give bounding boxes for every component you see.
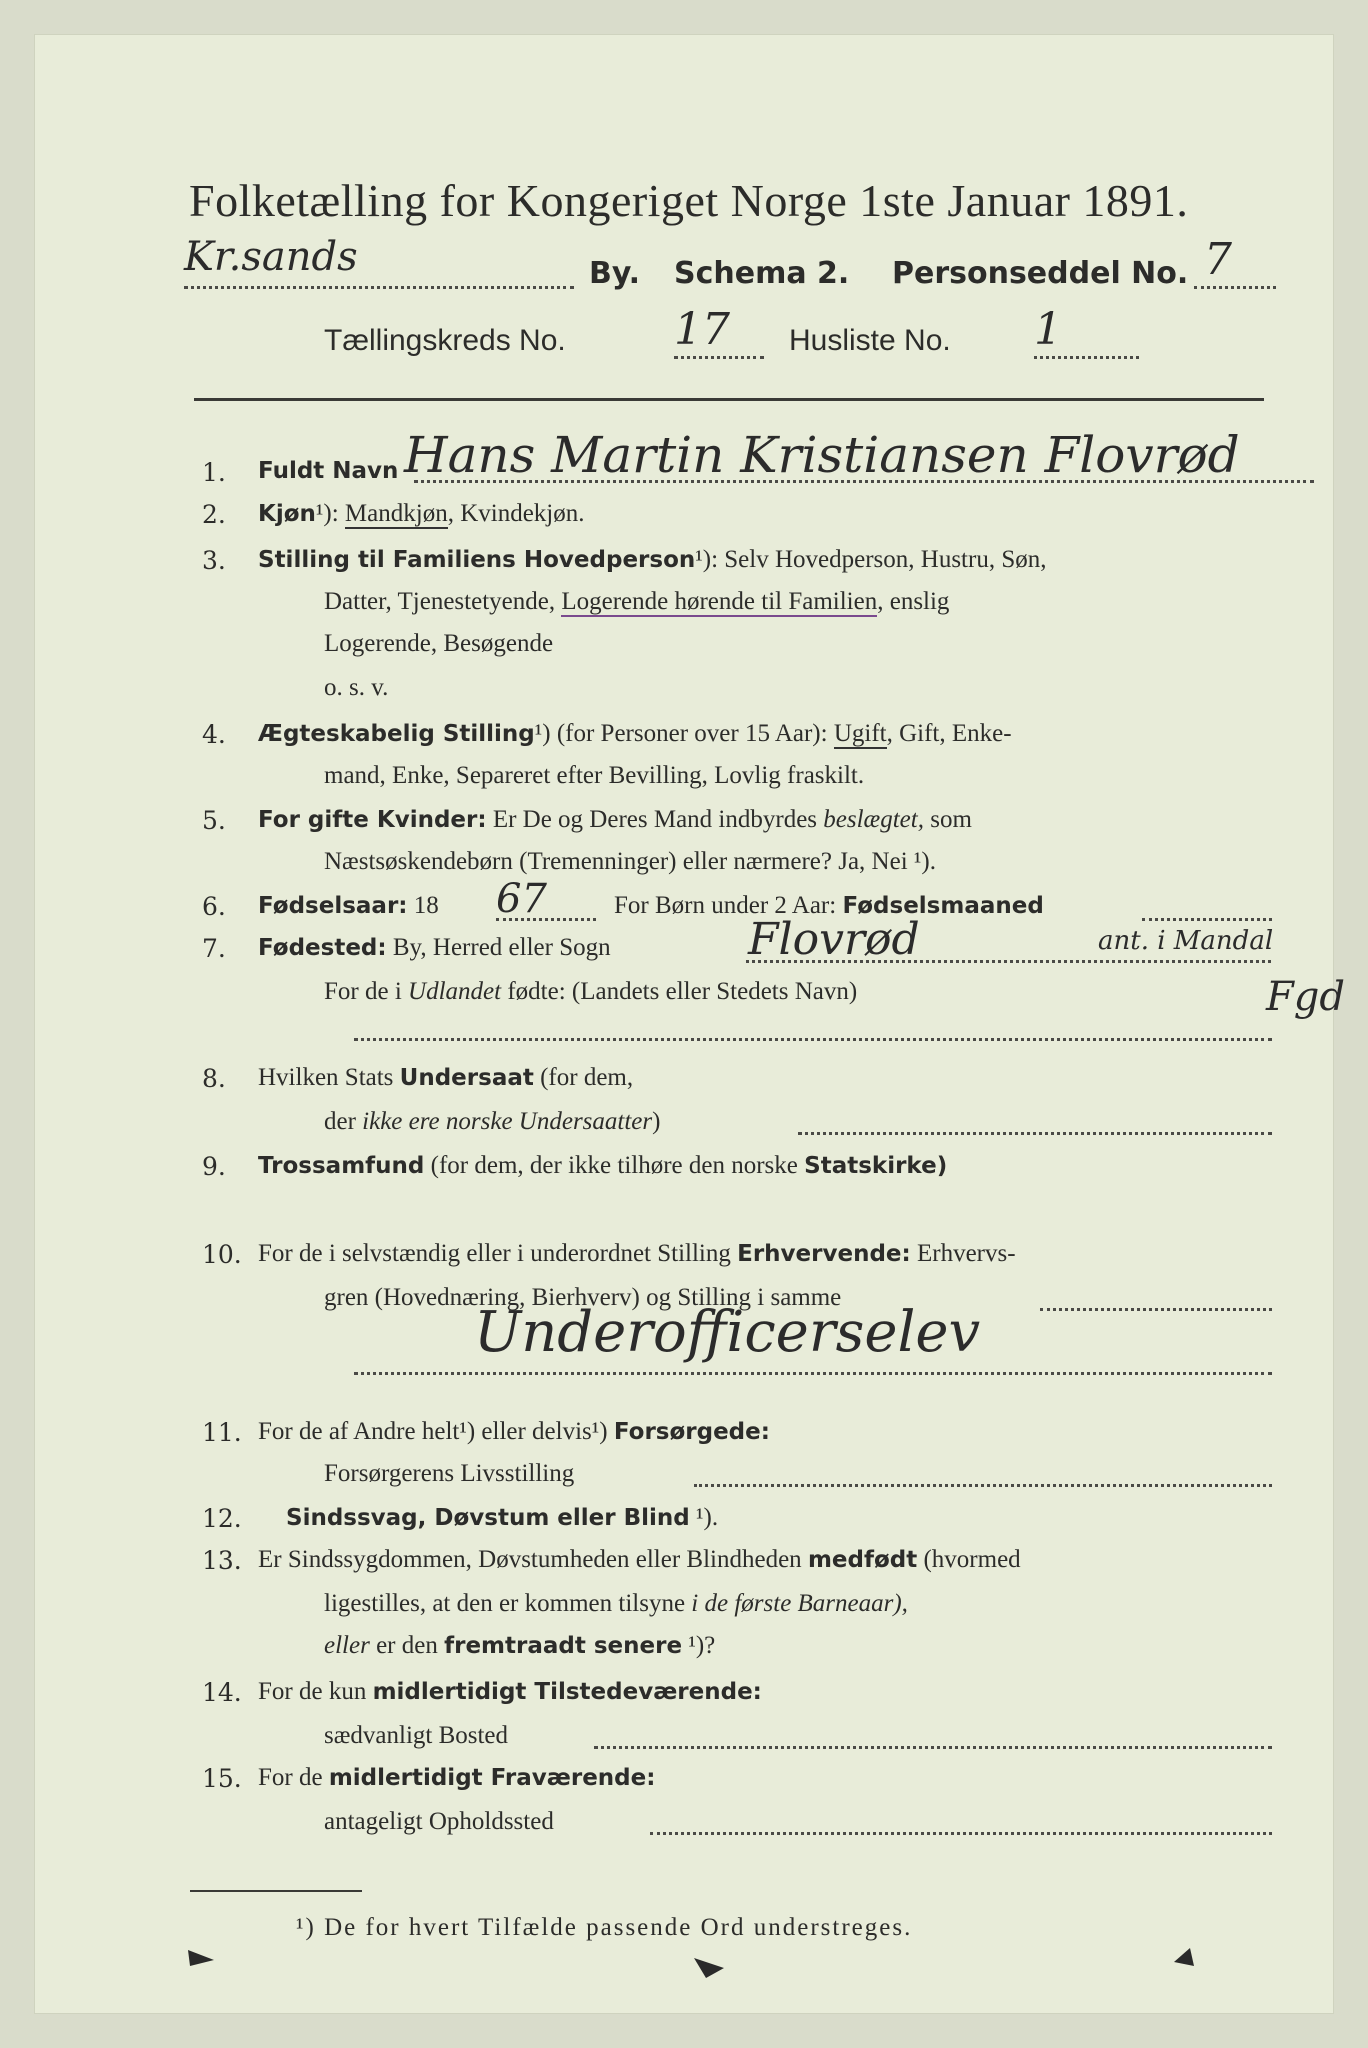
q14-line2: sædvanligt Bosted [324, 1722, 509, 1749]
q14-line1a: For de kun [258, 1678, 373, 1705]
item-number-6: 6. [202, 892, 226, 921]
q5-rest-a: Er De og Deres Mand indbyrdes [486, 806, 824, 833]
q3-options-2a: Datter, Tjenestetyende, [324, 588, 562, 615]
item-number-7: 7. [202, 934, 226, 963]
item-number-14: 14. [202, 1678, 242, 1707]
q12-sup: ¹). [689, 1504, 719, 1531]
q11-forsorgede: Forsørgede: [613, 1419, 770, 1445]
registration-mark-right [1170, 1944, 1210, 1974]
q3-options-2c: , enslig [877, 588, 950, 615]
q11-line1a: For de af Andre helt¹) eller delvis¹) [258, 1418, 614, 1445]
q5-beslaegtet: beslægtet, [823, 806, 924, 833]
q10-erhvervende: Erhvervende: [737, 1241, 911, 1267]
q7-line2b: fødte: (Landets eller Stedets Navn) [501, 978, 858, 1005]
q5-label: For gifte Kvinder: [258, 807, 487, 833]
q6-birth-year-handwriting: 67 [496, 876, 547, 922]
q10-dotline-2 [354, 1372, 1272, 1375]
item-number-12: 12. [202, 1504, 242, 1533]
q13-line3a: er den [369, 1632, 445, 1659]
q4-line2: mand, Enke, Separeret efter Bevilling, Lovlig fraskilt. [324, 762, 865, 789]
item-number-10: 10. [202, 1240, 242, 1269]
town-dotline [184, 286, 574, 289]
q8-dotline [798, 1132, 1272, 1135]
q13-line1a: Er Sindssygdommen, Døvstumheden eller Blindheden [258, 1546, 808, 1573]
q4-option-ugift: Ugift [833, 720, 887, 747]
q9-rest: (for dem, der ikke tilhøre den norske [424, 1152, 805, 1179]
q6-maaned-dotline [1142, 918, 1272, 921]
q15-bold: midlertidigt Fraværende: [328, 1765, 656, 1791]
q3-line1 [258, 546, 1047, 574]
q2-sup: ¹): [315, 500, 345, 527]
q13-line2a: ligestilles, at den er kommen tilsyne [324, 1590, 692, 1617]
q5-line1 [258, 806, 972, 834]
q6-year-prefix: 18 [407, 892, 439, 919]
kreds-dotline [674, 356, 764, 359]
registration-mark-center [690, 1954, 730, 1984]
q5-rest-b: som [923, 806, 972, 833]
q13-line2-italic: i de første Barneaar), [691, 1590, 908, 1617]
q9-line [258, 1152, 947, 1180]
by-label: By. [589, 256, 641, 291]
q15-line1a: For de [258, 1764, 329, 1791]
q7-line1 [258, 934, 611, 962]
registration-mark-left [184, 1944, 224, 1974]
q6-maaned-label: Fødselsmaaned [842, 893, 1044, 919]
q7-line2 [324, 978, 857, 1006]
q4-rest-a: ¹) (for Personer over 15 Aar): [534, 720, 834, 747]
footnote: ¹) De for hvert Tilfælde passende Ord understreges. [296, 1914, 913, 1941]
q3-label: Stilling til Familiens Hovedperson [258, 547, 696, 573]
item-number-11: 11. [202, 1418, 242, 1447]
q8-line1 [258, 1064, 633, 1092]
q15-line2: antageligt Opholdssted [324, 1808, 554, 1835]
q14-line1 [258, 1678, 762, 1706]
item-number-1: 1. [202, 458, 226, 487]
q8-line1b: (for dem, [533, 1064, 634, 1091]
q1-full-name-handwriting: Hans Martin Kristiansen Flovrød [404, 426, 1240, 484]
q8-line2-italic: ikke ere norske Undersaatter [362, 1108, 653, 1135]
q3-option-logerende-familien: Logerende hørende til Familien [561, 588, 878, 615]
q13-line3 [324, 1632, 715, 1660]
q6-rest: For Børn under 2 Aar: [614, 892, 843, 919]
q8-line2a: der [324, 1108, 363, 1135]
q10-line2: gren (Hovednæring, Bierhverv) og Stilling i samme [324, 1284, 842, 1311]
husliste-label: Husliste No. [789, 324, 951, 357]
q2-label: Kjøn [258, 501, 316, 527]
q7-line2a: For de i [324, 978, 409, 1005]
q8-undersaat: Undersaat [399, 1065, 534, 1091]
personseddel-label: Personseddel No. [892, 256, 1189, 291]
personseddel-number-handwriting: 7 [1204, 234, 1232, 285]
q13-line2 [324, 1590, 908, 1618]
q6-year-dotline [496, 918, 596, 921]
form-title: Folketælling for Kongeriget Norge 1ste Januar 1891. [189, 175, 1189, 226]
q13-line1b: (hvormed [917, 1546, 1021, 1573]
q2-option-kvindekjon: , Kvindekjøn. [447, 500, 585, 527]
q10-line1 [258, 1240, 1016, 1268]
item-number-4: 4. [202, 720, 226, 749]
q8-line2b: ) [652, 1108, 661, 1135]
q11-line1 [258, 1418, 770, 1446]
q6-line [258, 892, 439, 920]
q12-label: Sindssvag, Døvstum eller Blind [286, 1505, 690, 1531]
q7-margin-note-handwriting: Fgd [1266, 974, 1345, 1020]
q4-rest-b: , Gift, Enke- [886, 720, 1012, 747]
q1-label: Fuldt Navn [258, 458, 399, 484]
q8-line2 [324, 1108, 660, 1136]
schema-label: Schema 2. [674, 256, 850, 291]
item-number-5: 5. [202, 806, 226, 835]
q7-rest: By, Herred eller Sogn [386, 934, 611, 961]
q15-line1 [258, 1764, 655, 1792]
q5-line2: Næstsøskendebørn (Tremenninger) eller nærmere? Ja, Nei ¹). [324, 848, 936, 875]
q7-dotline [746, 960, 1271, 963]
town-handwriting: Kr.sands [184, 234, 358, 280]
q7-label: Fødested: [258, 935, 387, 961]
q4-label: Ægteskabelig Stilling [258, 721, 535, 747]
item-number-8: 8. [202, 1064, 226, 1093]
q8-line1a: Hvilken Stats [258, 1064, 400, 1091]
q11-line2: Forsørgerens Livsstilling [324, 1460, 575, 1487]
q13-medfodt: medfødt [807, 1547, 918, 1573]
q6-label: Fødselsaar: [258, 893, 408, 919]
q3-line2 [324, 588, 949, 616]
footnote-rule [190, 1890, 362, 1892]
q2-option-mandkjon: Mandkjøn [344, 500, 448, 527]
q15-dotline [650, 1832, 1272, 1835]
q7-birthplace-note-handwriting: ant. i Mandal [1098, 926, 1274, 956]
item-number-9: 9. [202, 1152, 226, 1181]
q14-dotline [594, 1746, 1272, 1749]
q14-bold: midlertidigt Tilstedeværende: [372, 1679, 762, 1705]
husliste-number-handwriting: 1 [1034, 304, 1062, 355]
item-number-2: 2. [202, 500, 226, 529]
item-number-3: 3. [202, 546, 226, 575]
q9-statskirke: Statskirke) [804, 1153, 948, 1179]
header-rule [194, 398, 1264, 401]
q12-line [286, 1504, 718, 1532]
q4-line1 [258, 720, 1012, 748]
q9-label: Trossamfund [258, 1153, 425, 1179]
q11-dotline [694, 1484, 1272, 1487]
q10-line1b: Erhvervs- [910, 1240, 1016, 1267]
q7-udland-dotline [354, 1038, 1272, 1041]
q13-eller: eller [324, 1632, 370, 1659]
kreds-number-handwriting: 17 [674, 304, 730, 355]
q10-line1a: For de i selvstændig eller i underordnet Stilling [258, 1240, 738, 1267]
q1-dotline [414, 480, 1314, 483]
q13-line1 [258, 1546, 1021, 1574]
q3-line4: o. s. v. [324, 674, 389, 701]
kreds-label: Tællingskreds No. [324, 324, 566, 357]
q10-dotline-1 [1040, 1308, 1272, 1311]
q10-occupation-handwriting: Underofficerselev [474, 1300, 981, 1365]
item-number-15: 15. [202, 1764, 242, 1793]
q13-line3b: ¹)? [682, 1632, 716, 1659]
husliste-dotline [1034, 356, 1139, 359]
q3-options-1: ¹): Selv Hovedperson, Hustru, Søn, [695, 546, 1047, 573]
q2-line [258, 500, 585, 528]
item-number-13: 13. [202, 1546, 242, 1575]
personseddel-dotline [1194, 286, 1276, 289]
q7-udlandet: Udlandet [408, 978, 502, 1005]
q3-line3: Logerende, Besøgende [324, 630, 554, 657]
census-form-sheet [34, 34, 1345, 2014]
q7-birthplace-handwriting: Flovrød [748, 914, 920, 965]
q13-fremtraadt: fremtraadt senere [444, 1633, 683, 1659]
